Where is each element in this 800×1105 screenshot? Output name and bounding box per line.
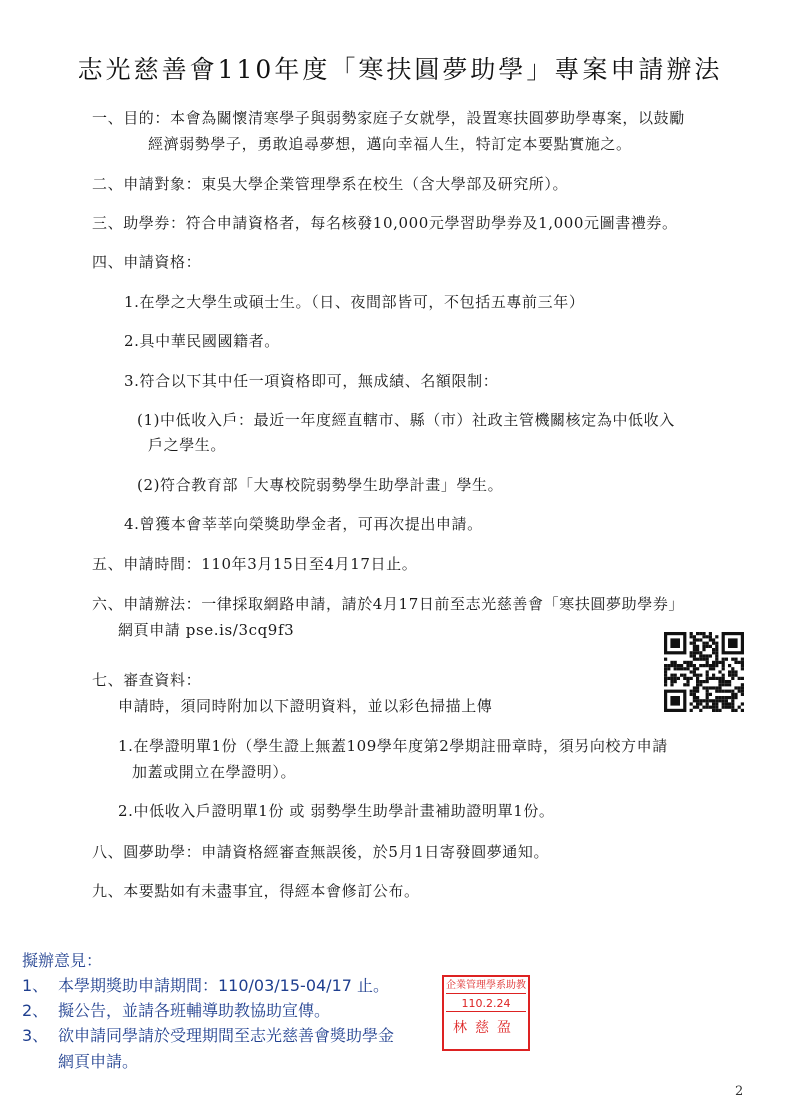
section-purpose-cont: 經濟弱勢學子，勇敢追尋夢想，邁向幸福人生，特訂定本要點實施之。: [148, 135, 632, 153]
qualification-item-3: 3.符合以下其中任一項資格即可，無成績、名額限制：: [124, 372, 499, 390]
note-2: 擬公告，並請各班輔導助教協助宣傳。: [58, 1001, 331, 1020]
qualification-sub-1: (1)中低收入戶：最近一年度經直轄市、縣（市）社政主管機關核定為中低收入: [137, 411, 675, 429]
qualification-sub-1-cont: 戶之學生。: [148, 436, 227, 454]
notes-heading: 擬辦意見：: [22, 951, 103, 970]
note-1-number: 1、: [22, 976, 49, 995]
note-3-number: 3、: [22, 1026, 49, 1045]
note-3-cont: 網頁申請。: [58, 1052, 139, 1071]
qualification-item-1: 1.在學之大學生或碩士生。（日、夜間部皆可，不包括五專前三年）: [124, 293, 585, 311]
stamp-unit: 企業管理學系助教: [446, 979, 526, 994]
section-amendment: 九、本要點如有未盡事宜，得經本會修訂公布。: [92, 882, 420, 900]
review-doc-2: 2.中低收入戶證明單1份 或 弱勢學生助學計畫補助證明單1份。: [118, 802, 555, 820]
qualification-sub-2: (2)符合教育部「大專校院弱勢學生助學計畫」學生。: [137, 476, 504, 494]
section-apply-method: 六、申請辦法：一律採取網路申請，請於4月17日前至志光慈善會「寒扶圓夢助學券」: [92, 595, 685, 613]
review-doc-1-cont: 加蓋或開立在學證明）。: [132, 763, 297, 781]
qualification-item-2: 2.具中華民國國籍者。: [124, 332, 280, 350]
stamp-date: 110.2.24: [446, 997, 526, 1012]
section-dream-aid: 八、圓夢助學：申請資格經審查無誤後，於5月1日寄發圓夢通知。: [92, 843, 550, 861]
review-doc-1: 1.在學證明單1份（學生證上無蓋109學年度第2學期註冊章時，須另向校方申請: [118, 737, 668, 755]
note-3: 欲申請同學請於受理期間至志光慈善會獎助學金: [58, 1026, 395, 1045]
apply-url[interactable]: 網頁申請 pse.is/3cq9f3: [118, 621, 295, 639]
qualification-item-4: 4.曾獲本會莘莘向榮獎助學金者，可再次提出申請。: [124, 515, 483, 533]
section-review-docs: 七、審查資料：: [92, 671, 202, 689]
note-2-number: 2、: [22, 1001, 49, 1020]
document-title: 志光慈善會110年度「寒扶圓夢助學」專案申請辦法: [77, 55, 723, 84]
page-number: 2: [735, 1084, 744, 1099]
approval-stamp: [442, 975, 530, 1051]
review-docs-intro: 申請時，須同時附加以下證明資料，並以彩色掃描上傳: [118, 697, 493, 715]
section-apply-time: 五、申請時間：110年3月15日至4月17日止。: [92, 555, 418, 573]
qr-code[interactable]: [664, 632, 744, 712]
note-1: 本學期獎助申請期間：110/03/15-04/17 止。: [58, 976, 390, 995]
stamp-name: 林慈盈: [453, 1020, 519, 1036]
section-eligible-target: 二、申請對象：東吳大學企業管理學系在校生（含大學部及研究所）。: [92, 175, 569, 193]
section-purpose: 一、目的：本會為關懷清寒學子與弱勢家庭子女就學，設置寒扶圓夢助學專案，以鼓勵: [92, 109, 685, 127]
section-qualification: 四、申請資格：: [92, 253, 202, 271]
section-voucher: 三、助學券：符合申請資格者，每名核發10,000元學習助學券及1,000元圖書禮券。: [92, 214, 678, 232]
